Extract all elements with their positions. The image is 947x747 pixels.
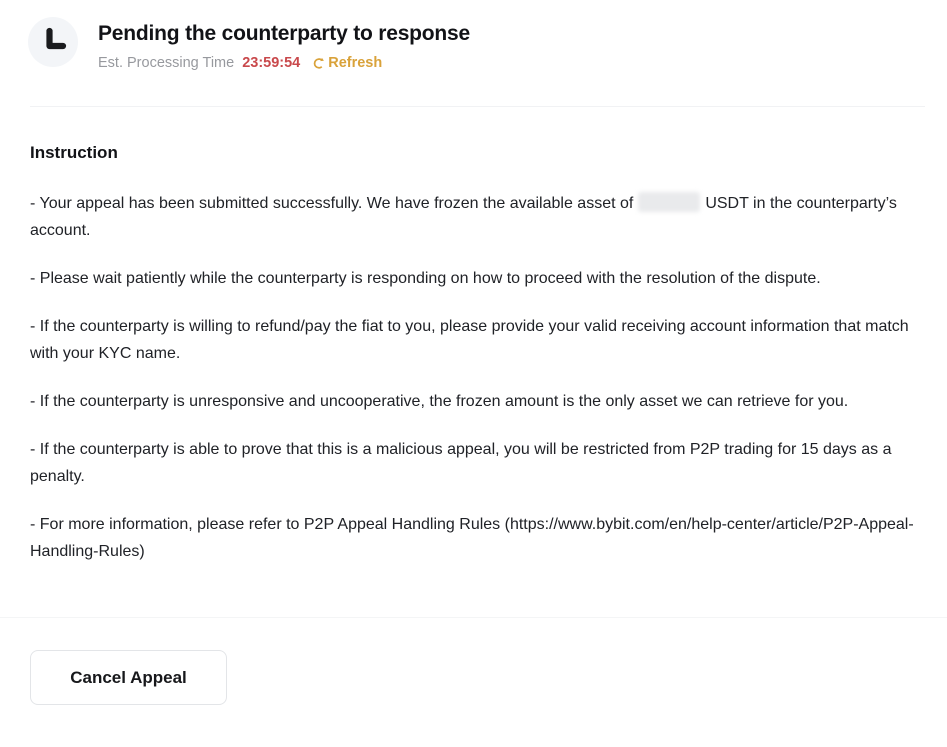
instruction-heading: Instruction — [30, 143, 118, 162]
instruction-item-more-info: - For more information, please refer to P2P Appeal Handling Rules (https://www.bybit.com/en/help-center/article/P2P-Appeal-Handling-Rules) — [30, 516, 914, 560]
instruction-item-refund-info: - If the counterparty is willing to refund/pay the fiat to you, please provide your valid receiving account information that match with your KYC name. — [30, 318, 909, 362]
instruction-text-after: USDT in the counterparty’s account. — [30, 195, 897, 239]
processing-time-label: Est. Processing Time — [98, 55, 235, 71]
processing-time-row — [98, 54, 470, 72]
header-divider — [30, 106, 925, 107]
footer-actions — [0, 618, 947, 705]
refresh-icon — [312, 56, 326, 70]
refresh-label: Refresh — [328, 55, 383, 71]
instruction-item-frozen-asset — [30, 190, 917, 244]
appeal-header — [0, 0, 947, 72]
refresh-button[interactable] — [312, 54, 382, 72]
instruction-item-malicious-penalty: - If the counterparty is able to prove that this is a malicious appeal, you will be restricted from P2P trading for 15 days as a penalty. — [30, 441, 892, 485]
instruction-section — [0, 142, 947, 565]
redacted-amount — [638, 192, 700, 212]
instruction-item-unresponsive: - If the counterparty is unresponsive and uncooperative, the frozen amount is the only asset we can retrieve for you. — [30, 393, 849, 410]
instruction-text-before: - Your appeal has been submitted successfully. We have frozen the available asset of — [30, 195, 634, 212]
cancel-appeal-button[interactable]: Cancel Appeal — [30, 650, 227, 705]
clock-icon — [28, 17, 78, 67]
countdown-timer: 23:59:54 — [242, 55, 301, 71]
instruction-item-wait-patiently: - Please wait patiently while the counterparty is responding on how to proceed with the resolution of the dispute. — [30, 270, 821, 287]
page-title: Pending the counterparty to response — [98, 22, 471, 45]
header-text — [98, 17, 470, 72]
